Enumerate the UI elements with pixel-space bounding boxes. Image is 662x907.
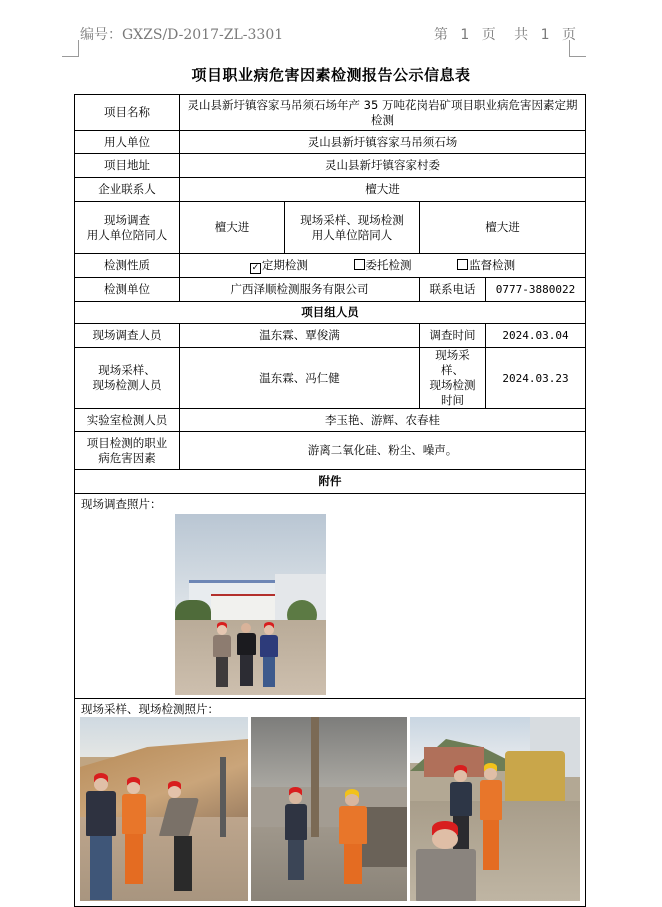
row-employer [75, 131, 586, 154]
row-attachment-heading [75, 470, 586, 494]
crop-mark-right [569, 40, 586, 57]
survey-time-value: 2024.03.04 [486, 324, 586, 348]
row-sampling-staff [75, 348, 586, 409]
checkbox-empty-icon [354, 259, 365, 270]
row-contact [75, 178, 586, 202]
row-nature [75, 254, 586, 278]
row-team-heading [75, 302, 586, 324]
info-table [74, 94, 586, 907]
row-sampling-photos [75, 699, 586, 907]
agency-label: 检测单位 [75, 278, 180, 302]
survey-staff-value: 温东霖、覃俊满 [180, 324, 420, 348]
survey-staff-label: 现场调查人员 [75, 324, 180, 348]
sampling-photo-label: 现场采样、现场检测照片： [81, 702, 219, 716]
sampling-staff-value: 温东霖、冯仁健 [180, 348, 420, 409]
checkbox-checked-icon: ✓ [251, 262, 260, 273]
phone-label: 联系电话 [420, 278, 486, 302]
page-word-4: 页 [562, 27, 577, 43]
contact-value: 檀大进 [180, 178, 586, 202]
page-total: 1 [540, 27, 551, 43]
row-address [75, 154, 586, 178]
sampling-staff-label: 现场采样、 现场检测人员 [75, 348, 180, 409]
sampling-photo-1 [80, 717, 248, 901]
checkbox-empty-icon [457, 259, 468, 270]
crop-mark-left [62, 40, 79, 57]
page-word-3: 共 [514, 27, 530, 43]
address-value: 灵山县新圩镇容家村委 [180, 154, 586, 178]
sampling-time-value: 2024.03.23 [486, 348, 586, 409]
agency-value: 广西泽顺检测服务有限公司 [180, 278, 420, 302]
sampling-photo-3 [410, 717, 580, 901]
attachment-heading: 附件 [75, 470, 586, 494]
survey-photo-cell [75, 494, 586, 699]
page-word-1: 第 [433, 27, 449, 43]
page-title: 项目职业病危害因素检测报告公示信息表 [191, 66, 471, 84]
option-periodic: ✓ 定期检测 [251, 257, 308, 273]
survey-companion-label: 现场调查 用人单位陪同人 [75, 202, 180, 254]
address-label: 项目地址 [75, 154, 180, 178]
hazards-value: 游离二氧化硅、粉尘、噪声。 [180, 432, 586, 470]
team-heading: 项目组人员 [75, 302, 586, 324]
hazards-label: 项目检测的职业 病危害因素 [75, 432, 180, 470]
employer-label: 用人单位 [75, 131, 180, 154]
project-name-value: 灵山县新圩镇容家马吊须石场年产 35 万吨花岗岩矿项目职业病危害因素定期检测 [180, 95, 586, 131]
option-supervision: 监督检测 [457, 258, 515, 272]
employer-value: 灵山县新圩镇容家马吊须石场 [180, 131, 586, 154]
phone-value: 0777-3880022 [486, 278, 586, 302]
row-survey-staff [75, 324, 586, 348]
page-current: 1 [460, 27, 471, 43]
page-indicator [434, 24, 577, 44]
row-agency [75, 278, 586, 302]
lab-staff-value: 李玉艳、游辉、农春桂 [180, 409, 586, 432]
option-entrusted: 委托检测 [354, 258, 412, 272]
survey-photo-label: 现场调查照片： [81, 497, 162, 511]
sampling-companion-value: 檀大进 [420, 202, 586, 254]
survey-photo [175, 514, 326, 695]
row-hazards [75, 432, 586, 470]
nature-options [180, 254, 586, 278]
lab-staff-label: 实验室检测人员 [75, 409, 180, 432]
document-number: 编号：GXZS/D-2017-ZL-3301 [80, 27, 284, 43]
project-name-label: 项目名称 [75, 95, 180, 131]
survey-companion-value: 檀大进 [180, 202, 285, 254]
row-survey-photo [75, 494, 586, 699]
sampling-companion-label: 现场采样、现场检测 用人单位陪同人 [285, 202, 420, 254]
row-companions [75, 202, 586, 254]
sampling-time-label: 现场采样、 现场检测时间 [420, 348, 486, 409]
sampling-photo-2 [251, 717, 407, 901]
contact-label: 企业联系人 [75, 178, 180, 202]
row-lab-staff [75, 409, 586, 432]
sampling-photo-cell [75, 699, 586, 907]
survey-time-label: 调查时间 [420, 324, 486, 348]
page-word-2: 页 [481, 27, 497, 43]
row-project-name [75, 95, 586, 131]
nature-label: 检测性质 [75, 254, 180, 278]
